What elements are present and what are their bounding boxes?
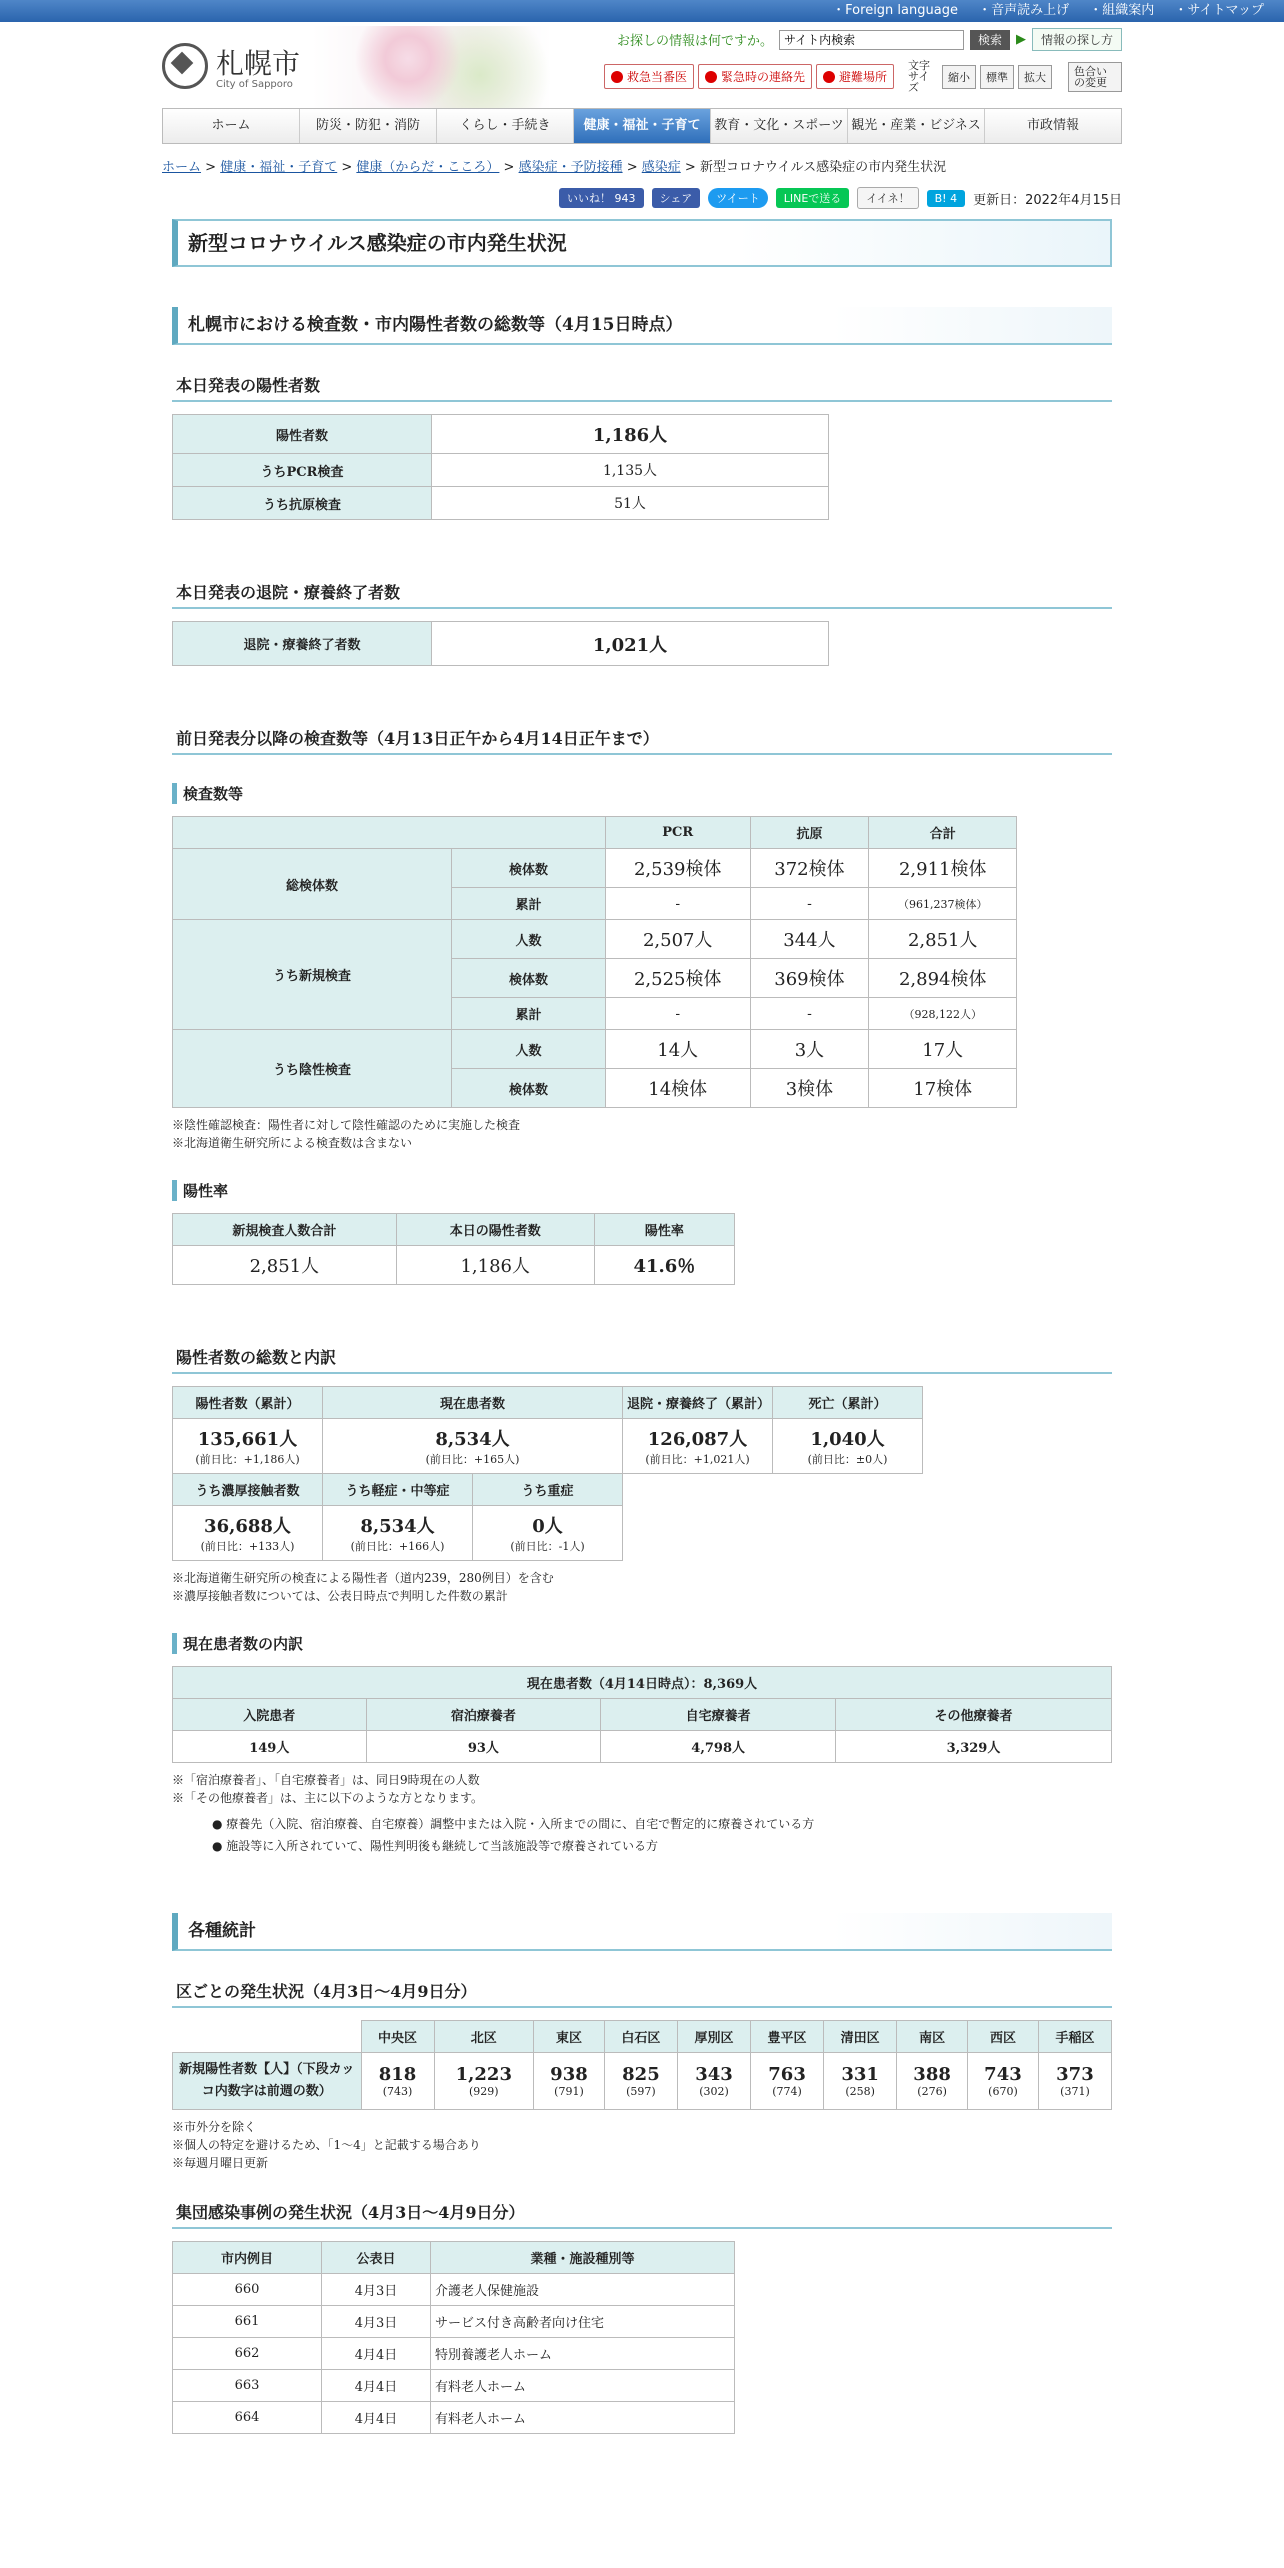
emergency-doctor-button[interactable] (604, 64, 694, 89)
nav-life[interactable]: くらし・手続き (437, 109, 574, 143)
prev: (743) (382, 2085, 413, 2098)
prev: (371) (1060, 2085, 1090, 2098)
table-cell (751, 2053, 824, 2110)
subheading-tests: 検査数等 (172, 783, 1112, 804)
search-button[interactable]: 検索 (970, 30, 1010, 50)
table-cell: 1,186人 (432, 415, 829, 454)
nav-city-info[interactable]: 市政情報 (1026, 118, 1079, 133)
table-header: 陽性率 (594, 1214, 734, 1246)
table-cell: 2,894検体 (869, 959, 1017, 998)
table-cell: 662 (173, 2338, 322, 2370)
section-title-stats: 各種統計 (172, 1913, 1112, 1951)
table-cell: 人数 (451, 1030, 605, 1069)
value: 0人 (532, 1516, 563, 1537)
table-cell: 有料老人ホーム (431, 2370, 735, 2402)
section-title-counts: 札幌市における検査数・市内陽性者数の総数等（4月15日時点） (172, 307, 1112, 345)
logo-subtitle: City of Sapporo (216, 79, 293, 90)
table-header: 北区 (434, 2021, 533, 2053)
table-cell: 17検体 (869, 1069, 1017, 1108)
city-emblem-icon (162, 43, 208, 89)
table-header: 中央区 (361, 2021, 434, 2053)
table-cell: 14検体 (605, 1069, 750, 1108)
note-line: ※陰性確認検査：陽性者に対して陰性確認のために実施した検査 (172, 1118, 521, 1132)
table-cell: （961,237検体） (869, 888, 1017, 920)
value: 763 (768, 2064, 806, 2085)
value: 135,661人 (197, 1429, 298, 1450)
table-row (173, 2338, 735, 2370)
emergency-contact-label: 緊急時の連絡先 (720, 70, 805, 84)
logo-text: 札幌市 (216, 47, 301, 80)
table-row (173, 920, 1017, 959)
link-foreign-language[interactable]: ・Foreign language (832, 3, 958, 18)
table-header: その他療養者 (836, 1699, 1112, 1731)
table-cell (434, 2053, 533, 2110)
table-cell: - (750, 888, 869, 920)
value: 818 (378, 2064, 417, 2085)
table-header: うち重症 (473, 1474, 623, 1506)
subheading-positive-rate: 陽性率 (172, 1180, 1112, 1201)
table-header: 抗原 (750, 817, 869, 849)
table-cell: 4,798人 (601, 1731, 836, 1763)
nav-health[interactable]: 健康・福祉・子育て (574, 109, 711, 143)
note-line: ※「その他療養者」は、主に以下のような方となります。 (172, 1791, 484, 1805)
site-logo[interactable] (162, 42, 300, 90)
value: 373 (1056, 2064, 1094, 2085)
table-row (173, 1699, 1112, 1731)
table-header: 合計 (869, 817, 1017, 849)
totals-notes (172, 1569, 1112, 1605)
table-cell: 51人 (432, 487, 829, 520)
table-cell: 3検体 (750, 1069, 869, 1108)
table-cell: 93人 (366, 1731, 601, 1763)
value: 126,087人 (647, 1429, 748, 1450)
table-cell: 特別養護老人ホーム (431, 2338, 735, 2370)
value: 743 (984, 2064, 1022, 2085)
nav-education[interactable]: 教育・文化・スポーツ (711, 109, 848, 143)
updated-date: 更新日：2022年4月15日 (973, 192, 1122, 208)
table-cell (1038, 2053, 1111, 2110)
emergency-icon (611, 71, 623, 83)
value: 8,534人 (360, 1516, 435, 1537)
table-cell: 4月4日 (322, 2402, 431, 2434)
evacuation-button[interactable] (816, 64, 894, 89)
table-cell: うちPCR検査 (173, 454, 432, 487)
table-cell: 人数 (451, 920, 605, 959)
table-cell: 372検体 (750, 849, 869, 888)
diff: (前日比：+1,186人) (195, 1453, 300, 1466)
table-cell (677, 2053, 750, 2110)
table-cell (897, 2053, 968, 2110)
phone-icon (705, 71, 717, 83)
value: 8,534人 (435, 1429, 510, 1450)
table-row (173, 2021, 1112, 2053)
font-size-label: 文字サイズ (908, 59, 930, 94)
diff: (前日比：+165人) (425, 1453, 520, 1466)
table-row (173, 817, 1017, 849)
table-cell: 2,851人 (869, 920, 1017, 959)
heading-recovered: 本日発表の退院・療養終了者数 (172, 580, 1112, 609)
table-cell: 663 (173, 2370, 322, 2402)
list-item: ● 療養先（入院、宿泊療養、自宅療養）調整中または入院・入所までの間に、自宅で暫定的に療養されている方 (212, 1817, 815, 1831)
crumb-infection[interactable]: 感染症 (641, 160, 681, 175)
note-line: ※濃厚接触者数については、公表日時点で判明した件数の累計 (172, 1589, 508, 1603)
note-line: ※北海道衛生研究所による検査数は含まない (172, 1136, 413, 1150)
diff: (前日比：+166人) (350, 1540, 445, 1553)
table-header: 現在患者数 (323, 1387, 623, 1419)
list-item: ● 施設等に入所されていて、陽性判明後も継続して当該施設等で療養されている方 (212, 1839, 659, 1853)
link-voice-reader[interactable]: ・音声読み上げ (978, 3, 1070, 18)
table-cell (323, 1419, 623, 1474)
patients-bullets (212, 1813, 1112, 1857)
table-header: うち濃厚接触者数 (173, 1474, 323, 1506)
table-header: 現在患者数（4月14日時点）：8,369人 (173, 1667, 1112, 1699)
table-cell (773, 1419, 923, 1474)
table-header: PCR (605, 817, 750, 849)
patients-notes (172, 1771, 1112, 1807)
tests-notes (172, 1116, 1112, 1152)
header-cherry-blossom-image (312, 26, 552, 108)
table-header: 業種・施設種別等 (431, 2242, 735, 2274)
table-row (173, 849, 1017, 888)
table-header: 厚別区 (677, 2021, 750, 2053)
table-row (173, 2306, 735, 2338)
emergency-links (604, 60, 1122, 93)
heading-cluster: 集団感染事例の発生状況（4月3日～4月9日分） (172, 2200, 1112, 2229)
value: 343 (695, 2064, 733, 2085)
recovered-table (172, 621, 829, 666)
value: 1,223 (455, 2064, 512, 2085)
value: 938 (550, 2064, 588, 2085)
prev: (791) (554, 2085, 584, 2098)
table-cell: 344人 (750, 920, 869, 959)
table-header: 東区 (534, 2021, 605, 2053)
how-to-find-button[interactable]: 情報の探し方 (1032, 28, 1122, 51)
table-header: 清田区 (824, 2021, 897, 2053)
social-bar (162, 187, 1122, 209)
list-item-text: 施設等に入所されていて、陽性判明後も継続して当該施設等で療養されている方 (226, 1839, 659, 1853)
table-cell: サービス付き高齢者向け住宅 (431, 2306, 735, 2338)
table-cell: 有料老人ホーム (431, 2402, 735, 2434)
table-cell (623, 1419, 773, 1474)
list-item-text: 療養先（入院、宿泊療養、自宅療養）調整中または入院・入所までの間に、自宅で暫定的に療養されている方 (226, 1817, 815, 1831)
main-content (172, 219, 1112, 2434)
facebook-share-button[interactable]: シェア (652, 188, 701, 208)
search-input[interactable] (779, 30, 964, 50)
table-header: 本日の陽性者数 (396, 1214, 594, 1246)
table-row (173, 1731, 1112, 1763)
table-cell: - (605, 888, 750, 920)
table-cell: - (750, 998, 869, 1030)
table-header: うち軽症・中等症 (323, 1474, 473, 1506)
cluster-table (172, 2241, 735, 2434)
breadcrumb: ホーム > 健康・福祉・子育て > 健康（からだ・こころ） > 感染症・予防接種 > 感染症 > 新型コロナウイルス感染症の市内発生状況 (162, 160, 947, 175)
table-cell: 661 (173, 2306, 322, 2338)
table-cell: 369検体 (750, 959, 869, 998)
site-header (162, 22, 1122, 108)
value: 36,688人 (204, 1516, 291, 1537)
crumb-current: 新型コロナウイルス感染症の市内発生状況 (699, 160, 947, 175)
table-cell: 検体数 (451, 849, 605, 888)
search-label: お探しの情報は何ですか。 (616, 34, 773, 49)
table-row (173, 415, 829, 454)
table-cell: うち抗原検査 (173, 487, 432, 520)
table-header: 市内例目 (173, 2242, 322, 2274)
prev: (302) (699, 2085, 729, 2098)
table-row (173, 1387, 923, 1419)
ward-table (172, 2020, 1112, 2110)
table-header: 自宅療養者 (601, 1699, 836, 1731)
subheading-patients: 現在患者数の内訳 (172, 1633, 1112, 1654)
table-header: 白石区 (604, 2021, 677, 2053)
table-header: 死亡（累計） (773, 1387, 923, 1419)
evacuation-label: 避難場所 (838, 70, 887, 84)
heading-tests: 前日発表分以降の検査数等（4月13日正午から4月14日正午まで） (172, 726, 1112, 755)
nav-disaster[interactable]: 防災・防犯・消防 (300, 109, 437, 143)
search-area (617, 28, 1122, 51)
value: 388 (913, 2064, 951, 2085)
table-row (173, 1246, 735, 1285)
table-cell (473, 1506, 623, 1561)
global-nav (162, 108, 1122, 144)
table-header: 手稲区 (1038, 2021, 1111, 2053)
tweet-button[interactable]: ツイート (708, 188, 767, 208)
heading-totals: 陽性者数の総数と内訳 (172, 1345, 1112, 1374)
table-cell (824, 2053, 897, 2110)
table-header: 南区 (897, 2021, 968, 2053)
nav-tourism[interactable]: 観光・産業・ビジネス (848, 109, 985, 143)
table-cell (968, 2053, 1039, 2110)
table-cell: 新規陽性者数【人】（下段カッコ内数字は前週の数） (173, 2053, 362, 2110)
patients-table (172, 1666, 1112, 1763)
prev: (774) (772, 2085, 802, 2098)
table-header: 入院患者 (173, 1699, 367, 1731)
font-shrink-button[interactable]: 縮小 (942, 65, 976, 89)
table-cell: 検体数 (451, 959, 605, 998)
table-cell: 2,507人 (605, 920, 750, 959)
table-row (173, 487, 829, 520)
emergency-contact-button[interactable] (698, 64, 812, 89)
table-cell: 14人 (605, 1030, 750, 1069)
page-title: 新型コロナウイルス感染症の市内発生状況 (172, 219, 1112, 267)
hatena-bookmark-button[interactable]: B! 4 (927, 190, 965, 207)
diff: (前日比：+133人) (200, 1540, 295, 1553)
totals-table (172, 1386, 923, 1561)
table-row (173, 2370, 735, 2402)
nav-home[interactable]: ホーム (163, 109, 300, 143)
crumb-home[interactable]: ホーム (162, 160, 202, 175)
color-change-button[interactable]: 色合いの変更 (1068, 62, 1122, 92)
today-positive-table (172, 414, 829, 520)
table-header: 宿泊療養者 (366, 1699, 601, 1731)
note-line: ※「宿泊療養者」、「自宅療養者」は、同日9時現在の人数 (172, 1773, 480, 1787)
iine-button[interactable]: イイネ！ (857, 187, 918, 209)
table-header: 退院・療養終了（累計） (623, 1387, 773, 1419)
table-cell: （928,122人） (869, 998, 1017, 1030)
note-line: ※北海道衛生研究所の検査による陽性者（道内239，280例目）を含む (172, 1571, 554, 1585)
table-cell (361, 2053, 434, 2110)
arrow-right-icon: ▶ (1015, 32, 1026, 47)
prev: (258) (845, 2085, 875, 2098)
table-cell: 4月4日 (322, 2370, 431, 2402)
table-cell: 41.6％ (594, 1246, 734, 1285)
table-row (173, 2402, 735, 2434)
diff: (前日比：-1人) (510, 1540, 585, 1553)
prev: (929) (469, 2085, 499, 2098)
table-cell: 2,539検体 (605, 849, 750, 888)
table-cell: 149人 (173, 1731, 367, 1763)
table-cell: 17人 (869, 1030, 1017, 1069)
font-enlarge-button[interactable]: 拡大 (1018, 65, 1052, 89)
table-cell: 1,186人 (396, 1246, 594, 1285)
table-cell: 3人 (750, 1030, 869, 1069)
link-organization[interactable]: ・組織案内 (1089, 3, 1155, 18)
heading-ward: 区ごとの発生状況（4月3日～4月9日分） (172, 1979, 1112, 2008)
table-row (173, 2242, 735, 2274)
table-row (173, 622, 829, 666)
note-line: ※市外分を除く (172, 2120, 257, 2134)
prev: (597) (626, 2085, 656, 2098)
note-line: ※個人の特定を避けるため、「1～4」と記載する場合あり (172, 2138, 481, 2152)
table-cell: 4月4日 (322, 2338, 431, 2370)
table-header: 西区 (968, 2021, 1039, 2053)
prev: (670) (988, 2085, 1018, 2098)
table-header: 陽性者数（累計） (173, 1387, 323, 1419)
table-row (173, 2274, 735, 2306)
table-cell: 3,329人 (836, 1731, 1112, 1763)
tests-table (172, 816, 1017, 1108)
table-cell (323, 1506, 473, 1561)
link-sitemap[interactable]: ・サイトマップ (1174, 3, 1264, 18)
table-cell: - (605, 998, 750, 1030)
table-cell: 累計 (451, 998, 605, 1030)
table-header: 豊平区 (751, 2021, 824, 2053)
emergency-doctor-label: 救急当番医 (626, 70, 687, 84)
table-cell: 陽性者数 (173, 415, 432, 454)
table-cell: うち陰性検査 (173, 1030, 452, 1108)
diff: (前日比：+1,021人) (645, 1453, 750, 1466)
crumb-infection-vaccine[interactable]: 感染症・予防接種 (518, 160, 623, 175)
table-row (173, 1667, 1112, 1699)
value: 1,040人 (810, 1429, 885, 1450)
table-row (173, 1030, 1017, 1069)
table-row (173, 1214, 735, 1246)
table-cell (173, 1419, 323, 1474)
line-share-button[interactable]: LINEで送る (776, 188, 850, 208)
table-header: 公表日 (322, 2242, 431, 2274)
table-cell: 664 (173, 2402, 322, 2434)
table-cell: 4月3日 (322, 2306, 431, 2338)
table-cell: 総検体数 (173, 849, 452, 920)
table-cell (173, 1506, 323, 1561)
table-cell: 1,135人 (432, 454, 829, 487)
table-cell: 1,021人 (432, 622, 829, 666)
table-cell: 4月3日 (322, 2274, 431, 2306)
note-line: ※毎週月曜日更新 (172, 2156, 269, 2170)
table-row (173, 1419, 923, 1474)
positive-rate-table (172, 1213, 735, 1285)
table-cell: 検体数 (451, 1069, 605, 1108)
facebook-like-button[interactable]: いいね！ 943 (559, 188, 644, 208)
table-row (173, 1474, 923, 1506)
ward-notes (172, 2118, 1112, 2172)
prev: (276) (917, 2085, 947, 2098)
table-cell (604, 2053, 677, 2110)
table-cell (534, 2053, 605, 2110)
utility-bar (0, 0, 1284, 22)
table-row (173, 454, 829, 487)
table-header-empty (173, 817, 606, 849)
heading-today-positive: 本日発表の陽性者数 (172, 373, 1112, 402)
table-cell: 2,911検体 (869, 849, 1017, 888)
table-cell: 2,851人 (173, 1246, 397, 1285)
value: 331 (841, 2064, 879, 2085)
crumb-health[interactable]: 健康・福祉・子育て (220, 160, 338, 175)
diff: (前日比：±0人) (807, 1453, 888, 1466)
empty-cell (623, 1474, 923, 1561)
table-cell: 2,525検体 (605, 959, 750, 998)
empty-cell (173, 2021, 362, 2053)
crumb-body-mind[interactable]: 健康（からだ・こころ） (356, 160, 500, 175)
table-cell: 退院・療養終了者数 (173, 622, 432, 666)
table-cell: うち新規検査 (173, 920, 452, 1030)
value: 825 (622, 2064, 660, 2085)
font-normal-button[interactable]: 標準 (980, 65, 1014, 89)
table-header: 新規検査人数合計 (173, 1214, 397, 1246)
table-cell: 累計 (451, 888, 605, 920)
table-cell: 660 (173, 2274, 322, 2306)
table-row (173, 2053, 1112, 2110)
evacuation-icon (823, 71, 835, 83)
table-cell: 介護老人保健施設 (431, 2274, 735, 2306)
